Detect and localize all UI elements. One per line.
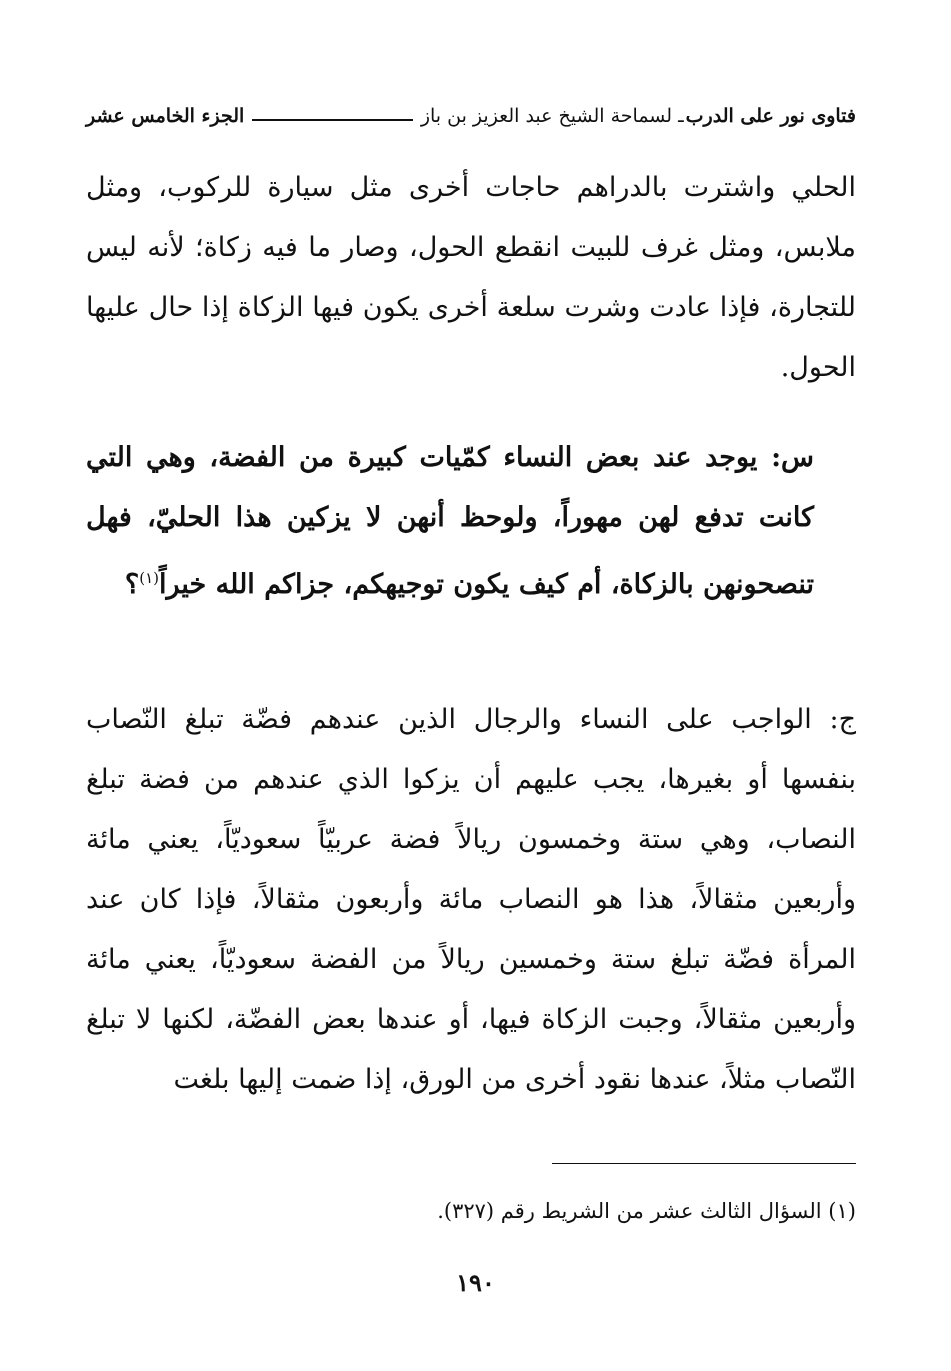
question-mark: ؟: [124, 569, 140, 600]
question-block: [86, 428, 856, 615]
question-body: [86, 428, 856, 615]
answer-paragraph: ج: الواجب على النساء والرجال الذين عندهم فضّة تبلغ النّصاب بنفسها أو بغيرها، يجب عليهم أن يزكوا الذي عندهم من فضة تبلغ النصاب، وهي ستة وخمسون ريالاً فضة عربيّاً سعوديّاً، يعني مائة وأربعين مثقالاً، هذا هو النصاب مائة وأربعون مثقالاً، فإذا كان عند المرأة فضّة تبلغ ستة وخمسين ريالاً من الفضة سعوديّاً، يعني مائة وأربعين مثقالاً، وجبت الزكاة فيها، أو عندها بعض الفضّة، لكنها لا تبلغ النّصاب مثلاً، عندها نقود أخرى من الورق، إذا ضمت إليها بلغت: [86, 704, 856, 1095]
footnote: (١) السؤال الثالث عشر من الشريط رقم (٣٢٧).: [437, 1199, 856, 1223]
volume-label: الجزء الخامس عشر: [86, 105, 245, 127]
footnote-reference: (١): [139, 569, 160, 587]
author-name: ـ لسماحة الشيخ عبد العزيز بن باز: [420, 105, 684, 127]
question-prefix: س:: [757, 442, 814, 473]
book-title: فتاوى نور على الدرب: [685, 105, 856, 127]
page-number: ١٩٠: [456, 1268, 495, 1297]
running-header: [86, 98, 856, 134]
footnote-separator: [552, 1163, 856, 1164]
header-rule: [252, 119, 413, 121]
question-text: يوجد عند بعض النساء كمّيات كبيرة من الفضة، وهي التي كانت تدفع لهن مهوراً، ولوحظ أنهن لا يزكين هذا الحليّ، فهل تنصحونهن بالزكاة، أم كيف يكون توجيهكم، جزاكم الله خيراً: [86, 442, 814, 600]
paragraph-continuation: الحلي واشترت بالدراهم حاجات أخرى مثل سيارة للركوب، ومثل ملابس، ومثل غرف للبيت انقطع الحول، وصار ما فيه زكاة؛ لأنه ليس للتجارة، فإذا عادت وشرت سلعة أخرى يكون فيها الزكاة إذا حال عليها الحول.: [86, 172, 856, 383]
